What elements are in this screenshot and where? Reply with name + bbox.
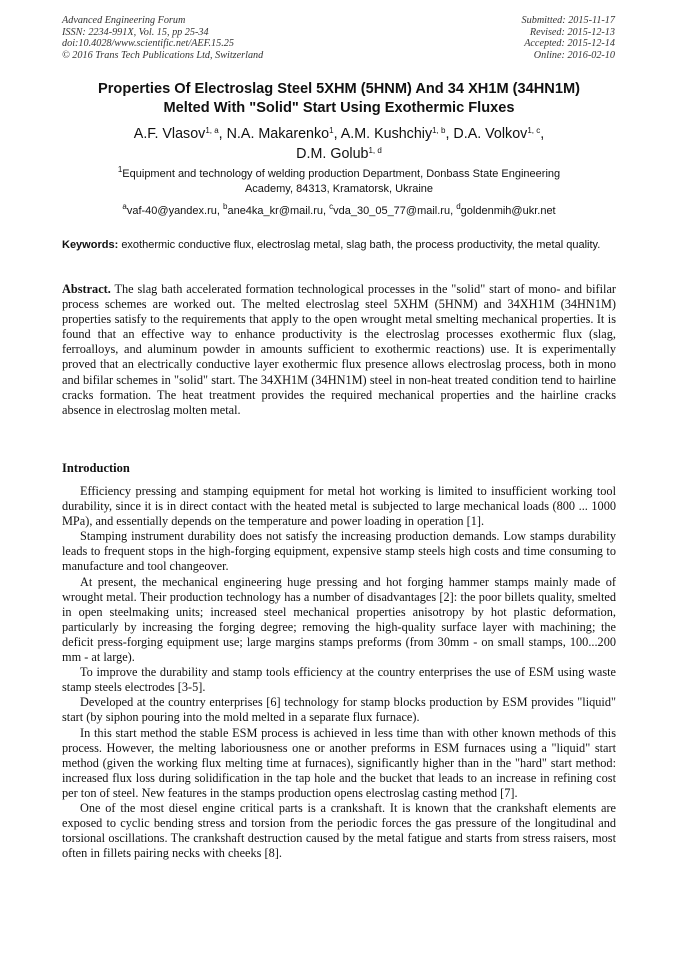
email: $^b$ane4ka_kr@mail.ru, (223, 202, 330, 217)
online-date: Online: 2016-02-10 (533, 49, 615, 61)
journal-name: Advanced Engineering Forum (62, 15, 186, 26)
abstract-label: Abstract. (62, 282, 111, 296)
author: A.F. Vlasov$^{1, a}$, (133, 126, 227, 142)
paragraph: One of the most diesel engine critical parts is a crankshaft. It is known that the crankshaft elements are exposed to cyclic bending stress and torsion from the periodic forces the gas pressure of the longitudinal and torsional oscillations. The crankshaft destruction caused by the metal fatigue and starts from stress raisers, most often in fillets pairing necks with cheeks [8]. (62, 800, 616, 861)
copyright-line: © 2016 Trans Tech Publications Ltd, Switzerland (62, 49, 264, 61)
abstract (62, 282, 616, 418)
abstract-text: The slag bath accelerated formation technological processes in the "solid" start of mono- and bifilar process schemes are worked out. The melted electroslag steel 5XHM (5HNM) and 34XH1M (34HN1M) properties satisfy to the requirements that apply to the open wrought metal smelting mechanical properties. It is found that an effective way to enhance productivity is the electroslag processes exothermic flux (slag, ferroalloys, and aluminum powder in amounts sufficient to exothermic reactions) use. It is experimentally proved that an electrically conductive layer exothermic flux presence allows electroslag process, both in mono and bifilar schemes in "solid" start. The 34XH1M (34HN1M) steel in non-heat treated condition tend to hairline cracks formation. The heat treatment provides the required mechanical properties and the hairline cracks absence in electroslag molten metal. (62, 282, 616, 417)
keywords (62, 238, 616, 253)
email-list (62, 204, 616, 219)
paragraph: Efficiency pressing and stamping equipment for metal hot working is limited to insufficient working tool durability, since it is in direct contact with the heated metal is subjected to large mechanical loads (800 ... 1000 MPa), and essentially depends on the temperature and power loading in operation [1]. (62, 484, 616, 529)
accepted-date: Accepted: 2015-12-14 (524, 38, 615, 50)
publication-dates (522, 15, 615, 61)
paragraph: To improve the durability and stamp tools efficiency at the country enterprises the use of ESM using waste stamp steels electrodes [3-5]. (62, 665, 616, 695)
revised-date: Revised: 2015-12-13 (529, 26, 615, 38)
title-line-1: Properties Of Electroslag Steel 5XHM (5HNM) And 34 XH1M (34HN1M) (98, 81, 580, 97)
affiliation: $^1$Equipment and technology of welding production Department, Donbass State Engineering Academy, 84313, Kramatorsk, Ukraine (117, 165, 561, 195)
doi-line: doi:10.4028/www.scientific.net/AEF.15.25 (62, 38, 234, 50)
author: N.A. Makarenko$^1$, (226, 126, 341, 142)
paragraph: Developed at the country enterprises [6] technology for stamp blocks production by ESM provides "liquid" start (by siphon pouring into the mold melted in a separate flux furnace). (62, 695, 616, 725)
introduction-body (62, 484, 616, 861)
issn-line: ISSN: 2234-991X, Vol. 15, pp 25-34 (62, 26, 209, 38)
paragraph: Stamping instrument durability does not satisfy the increasing production demands. Low stamps durability leads to frequent stops in the high-forging equipment, expensive stamp steels high costs and time consuming to manufacture and tool changeover. (62, 529, 616, 574)
submitted-date: Submitted: 2015-11-17 (521, 15, 615, 26)
section-heading: Introduction (62, 461, 130, 475)
paper-title (62, 80, 616, 118)
author: A.M. Kushchiy$^{1, b}$, (340, 126, 454, 142)
title-line-2: Melted With "Solid" Start Using Exothermic Fluxes (163, 100, 515, 116)
keywords-label: Keywords: (62, 239, 119, 251)
keywords-text: exothermic conductive flux, electroslag metal, slag bath, the process productivity, the metal quality. (121, 239, 601, 251)
paragraph: In this start method the stable ESM process is achieved in less time than with other known methods of this process. However, the melting laboriousness one or another preforms in ESM furnaces using a "liquid" start method (given the working flux melting time at furnaces), significantly higher than in the "hard" start method: increased flux loss during solidification in the tap hole and the bucket that leads to an increase in refining cost per ton of steel. New features in the stamps production opens electroslag casting method [7]. (62, 725, 616, 800)
author: D.A. Volkov$^{1, c}$, (453, 126, 545, 142)
email: $^d$goldenmih@ukr.net (456, 202, 556, 217)
paragraph: At present, the mechanical engineering huge pressing and hot forging hammer stamps mainly made of wrought metal. Their production technology has a number of disadvantages [2]: the poor billets quality, smelted in open steelmaking units; increased steel mechanical properties anisotropy by hot plastic deformation, particularly by increasing the forging degree; removing the high-quality surface layer with machining; the deficit press-forging equipment use; large margins stamps preforms (from 30mm - on small stamps, 100...200 mm - at large). (62, 574, 616, 665)
email: $^a$vaf-40@yandex.ru, (122, 202, 223, 217)
email: $^c$vda_30_05_77@mail.ru, (329, 202, 457, 217)
author: D.M. Golub$^{1, d}$ (296, 146, 382, 162)
author-list (62, 124, 616, 164)
journal-info (62, 15, 263, 61)
